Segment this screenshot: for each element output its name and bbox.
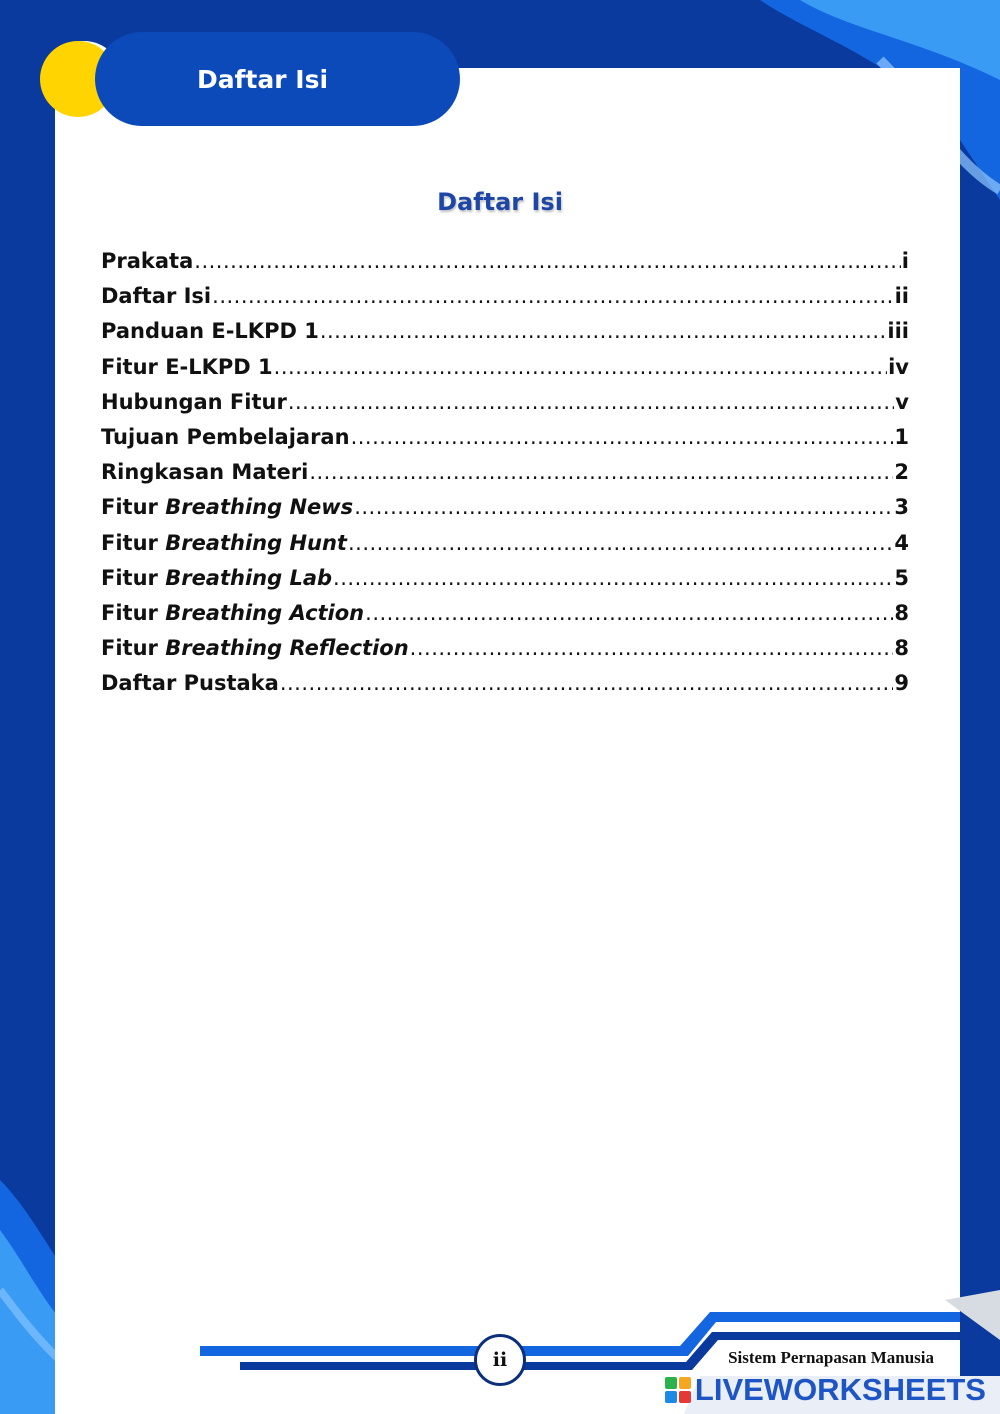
toc-entry[interactable] [101, 636, 909, 671]
toc-entry[interactable] [101, 531, 909, 566]
liveworksheets-logo-icon [665, 1377, 691, 1403]
toc-entry-label: Panduan E-LKPD 1 [101, 319, 319, 344]
toc-leader-dots [354, 495, 893, 519]
document-title: Daftar Isi [437, 188, 563, 216]
toc-page-number: 2 [894, 460, 909, 485]
toc-page-number: ii [894, 284, 909, 309]
toc-leader-dots [365, 601, 893, 625]
toc-entry[interactable] [101, 671, 909, 706]
toc-page-number: iv [888, 354, 909, 379]
toc-page-number: i [901, 249, 909, 273]
toc-entry[interactable] [101, 284, 909, 319]
toc-leader-dots [309, 460, 893, 484]
toc-page-number: 8 [894, 636, 909, 661]
toc-entry-label: Fitur Breathing News [101, 495, 354, 520]
toc-entry[interactable] [101, 425, 909, 460]
toc-entry-label: Fitur Breathing Lab [101, 565, 333, 590]
toc-leader-dots [351, 425, 894, 449]
toc-entry-label: Daftar Pustaka [101, 671, 279, 696]
toc-page-number: 4 [894, 530, 909, 555]
toc-leader-dots [410, 636, 894, 660]
toc-entry-label: Fitur Breathing Hunt [101, 530, 347, 555]
toc-page-number: 9 [894, 671, 909, 696]
toc-leader-dots [280, 671, 894, 695]
table-of-contents [101, 249, 909, 706]
toc-entry[interactable] [101, 390, 909, 425]
header-tab-label: Daftar Isi [196, 64, 329, 94]
toc-entry-label: Fitur E-LKPD 1 [101, 354, 273, 379]
footer-subject-title: Sistem Pernapasan Manusia [728, 1348, 934, 1367]
toc-leader-dots [333, 566, 893, 590]
toc-page-number: 5 [894, 565, 909, 590]
toc-entry-label: Prakata [101, 249, 194, 273]
toc-entry[interactable] [101, 355, 909, 390]
toc-leader-dots [320, 319, 887, 343]
toc-entry[interactable] [101, 495, 909, 530]
toc-entry-label: Tujuan Pembelajaran [101, 424, 350, 449]
toc-page-number: 8 [894, 600, 909, 625]
toc-leader-dots [288, 390, 894, 414]
toc-entry-label: Ringkasan Materi [101, 460, 309, 485]
header-tab [95, 32, 460, 126]
toc-entry[interactable] [101, 566, 909, 601]
toc-entry-label: Daftar Isi [101, 284, 212, 309]
toc-entry-label: Fitur Breathing Action [101, 600, 365, 625]
toc-entry-label: Fitur Breathing Reflection [101, 636, 409, 661]
toc-entry[interactable] [101, 601, 909, 636]
toc-entry-label: Hubungan Fitur [101, 389, 287, 414]
toc-entry[interactable] [101, 319, 909, 354]
watermark-text: LIVEWORKSHEETS [694, 1372, 986, 1407]
toc-entry[interactable] [101, 249, 909, 284]
toc-leader-dots [348, 531, 893, 555]
toc-leader-dots [212, 284, 893, 308]
toc-leader-dots [274, 355, 887, 379]
toc-page-number: v [895, 389, 909, 414]
liveworksheets-watermark[interactable] [665, 1372, 986, 1408]
toc-entry[interactable] [101, 460, 909, 495]
page-number-badge: ii [474, 1334, 526, 1386]
toc-page-number: 3 [894, 495, 909, 520]
toc-leader-dots [194, 249, 901, 273]
toc-page-number: iii [887, 319, 909, 344]
toc-page-number: 1 [894, 424, 909, 449]
